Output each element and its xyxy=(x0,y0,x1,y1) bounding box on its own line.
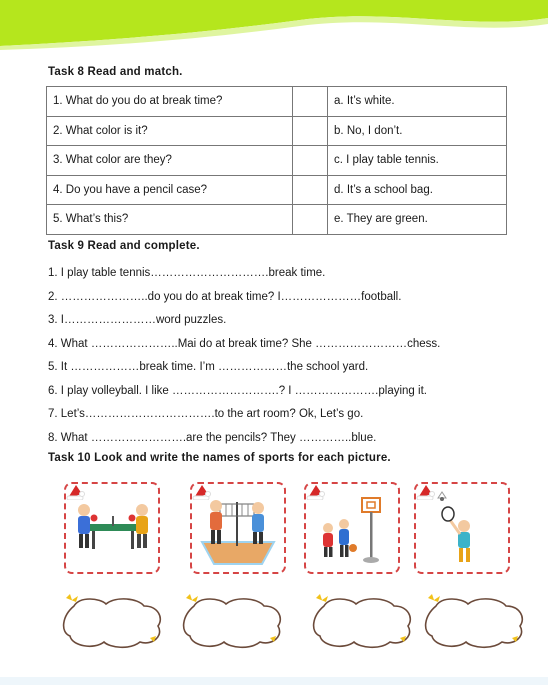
bottom-band xyxy=(0,677,548,685)
christmas-hat-icon xyxy=(416,484,436,500)
list-item[interactable]: 8. What …………………….are the pencils? They …………..blue. xyxy=(48,431,377,444)
table-row xyxy=(47,116,507,146)
answer-blank-cell[interactable] xyxy=(292,87,327,117)
answer-cloud-4[interactable] xyxy=(422,594,528,650)
answer-cell: a. It’s white. xyxy=(328,87,507,117)
table-row xyxy=(47,205,507,235)
list-item[interactable]: 2. …………………..do you do at break time? I…………………football. xyxy=(48,290,402,303)
task-8-title: Task 8 Read and match. xyxy=(48,66,183,78)
task-9-title: Task 9 Read and complete. xyxy=(48,240,200,252)
list-item[interactable]: 7. Let’s…………………………….to the art room? Ok, Let’s go. xyxy=(48,408,364,420)
list-item[interactable]: 4. What …………………..Mai do at break time? She ……………………chess. xyxy=(48,337,441,350)
answer-blank-cell[interactable] xyxy=(292,116,327,146)
table-row xyxy=(47,175,507,205)
task-10-title: Task 10 Look and write the names of sports for each picture. xyxy=(48,452,391,464)
answer-cloud-1[interactable] xyxy=(60,594,166,650)
question-cell: 4. Do you have a pencil case? xyxy=(47,175,293,205)
answer-blank-cell[interactable] xyxy=(292,175,327,205)
question-cell: 5. What’s this? xyxy=(47,205,293,235)
question-cell: 1. What do you do at break time? xyxy=(47,87,293,117)
picture-basketball xyxy=(304,482,400,574)
table-row xyxy=(47,87,507,117)
list-item[interactable]: 3. I……………………word puzzles. xyxy=(48,314,227,326)
answer-cell: e. They are green. xyxy=(328,205,507,235)
sentence-list xyxy=(48,262,440,450)
picture-badminton xyxy=(414,482,510,574)
table-row xyxy=(47,146,507,176)
christmas-hat-icon xyxy=(66,484,86,500)
answer-cloud-3[interactable] xyxy=(310,594,416,650)
picture-volleyball xyxy=(190,482,286,574)
list-item[interactable]: 5. It ………………break time. I’m ………………the school yard. xyxy=(48,361,369,373)
picture-table-tennis xyxy=(64,482,160,574)
top-green-wave xyxy=(0,0,548,50)
match-table xyxy=(46,86,507,235)
answer-blank-cell[interactable] xyxy=(292,205,327,235)
answer-cell: b. No, I don’t. xyxy=(328,116,507,146)
list-item[interactable]: 6. I play volleyball. I like ……………………….? I ………………….playing it. xyxy=(48,384,427,397)
question-cell: 2. What color is it? xyxy=(47,116,293,146)
answer-cell: c. I play table tennis. xyxy=(328,146,507,176)
list-item[interactable]: 1. I play table tennis………………………….break time. xyxy=(48,267,326,279)
question-cell: 3. What color are they? xyxy=(47,146,293,176)
christmas-hat-icon xyxy=(306,484,326,500)
christmas-hat-icon xyxy=(192,484,212,500)
answer-blank-cell[interactable] xyxy=(292,146,327,176)
answer-cell: d. It’s a school bag. xyxy=(328,175,507,205)
answer-cloud-2[interactable] xyxy=(180,594,286,650)
